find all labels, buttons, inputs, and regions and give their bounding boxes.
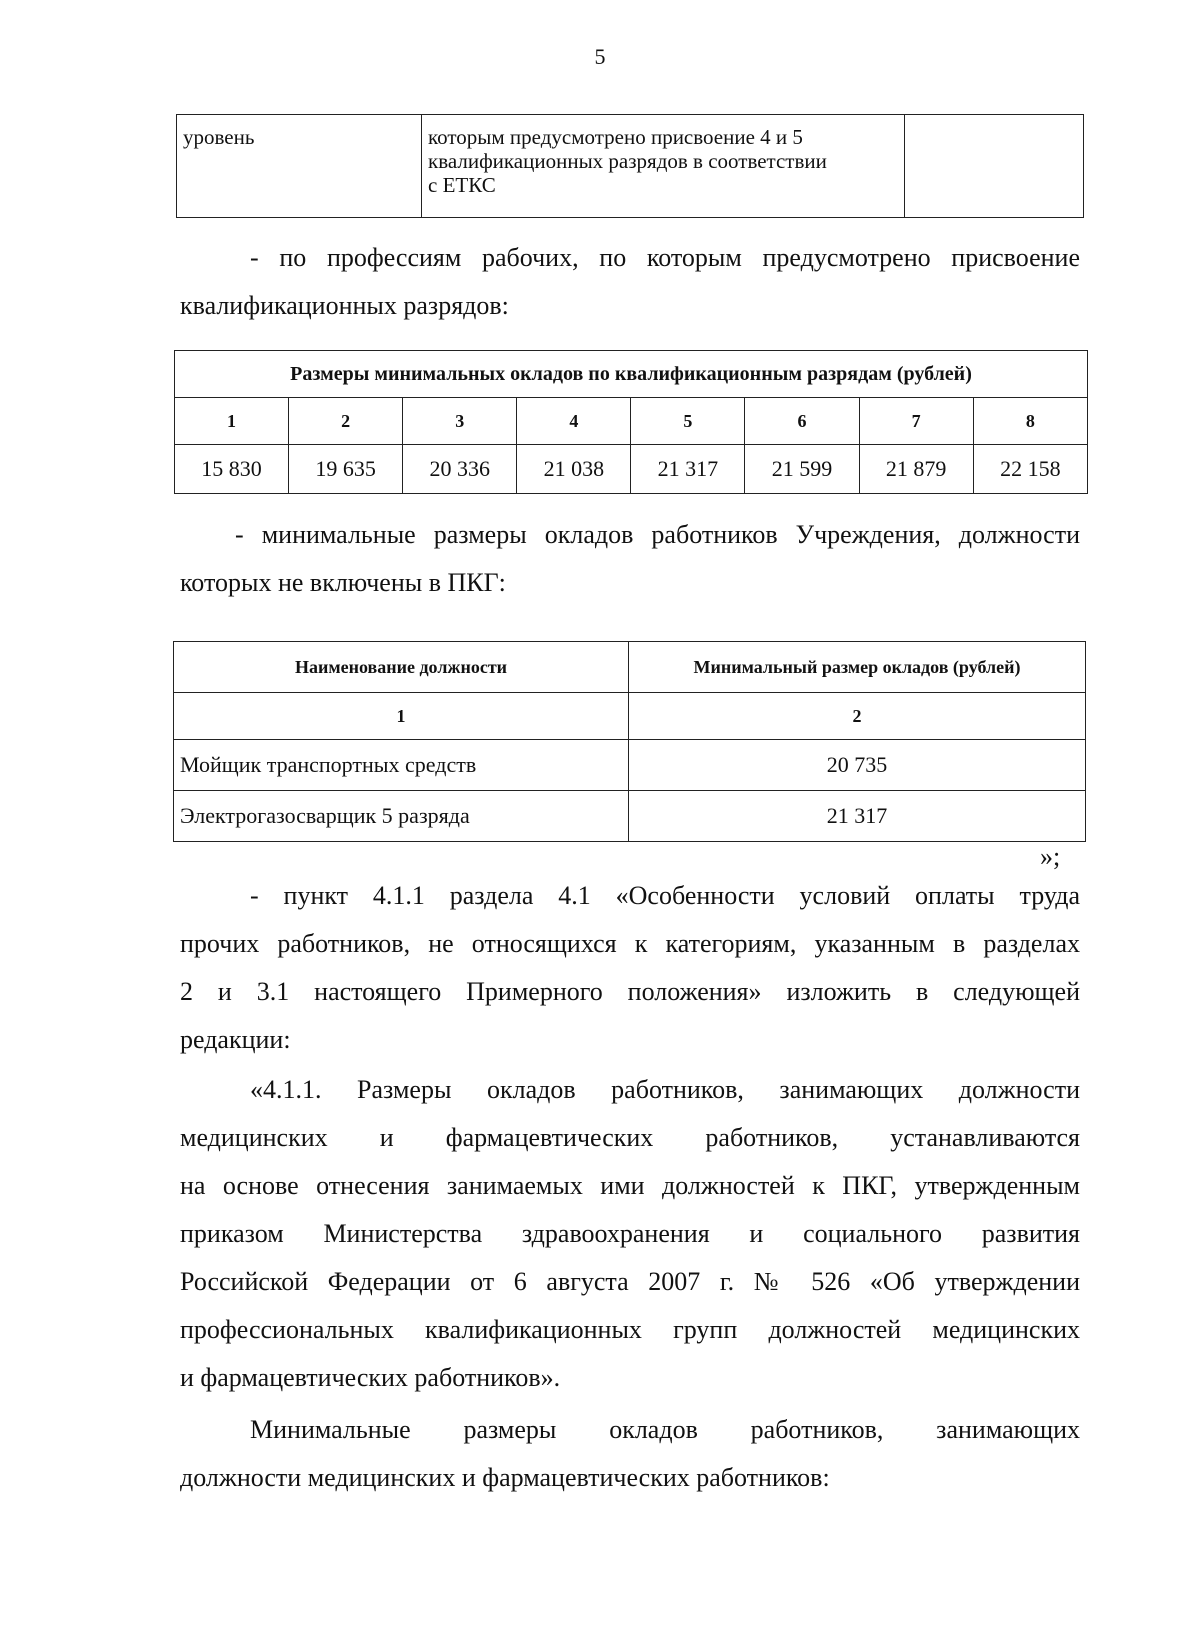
grade-salary-table <box>174 350 1088 494</box>
grade-number: 7 <box>859 398 973 445</box>
paragraph-line: Минимальные размеры окладов работников, занимающих <box>250 1415 1080 1444</box>
paragraph-line: редакции: <box>180 1025 291 1054</box>
empty-salary-cell <box>905 115 1084 218</box>
paragraph-new-wording <box>180 1066 1080 1402</box>
table-row <box>174 791 1086 842</box>
table-header-row <box>175 351 1088 398</box>
grade-salary: 21 038 <box>517 445 631 494</box>
paragraph-line: профессиональных квалификационных групп должностей медицинских <box>180 1315 1080 1344</box>
column-number: 2 <box>629 693 1086 740</box>
grade-salary: 22 158 <box>973 445 1087 494</box>
paragraph-line: на основе отнесения занимаемых ими должностей к ПКГ, утвержденным <box>180 1171 1080 1200</box>
qualification-level-table-fragment <box>176 114 1084 218</box>
grade-salary: 21 599 <box>745 445 859 494</box>
paragraph-line: - по профессиям рабочих, по которым предусмотрено присвоение <box>250 243 1080 272</box>
level-cell: уровень <box>177 115 422 218</box>
position-name: Электрогазосварщик 5 разряда <box>174 791 629 842</box>
position-name-header: Наименование должности <box>174 642 629 693</box>
grade-salary: 15 830 <box>175 445 289 494</box>
position-name: Мойщик транспортных средств <box>174 740 629 791</box>
grade-salary: 20 336 <box>403 445 517 494</box>
grade-salary: 19 635 <box>289 445 403 494</box>
paragraph-line: «4.1.1. Размеры окладов работников, занимающих должности <box>250 1075 1080 1104</box>
paragraph-line: Российской Федерации от 6 августа 2007 г. № 526 «Об утверждении <box>180 1267 1080 1296</box>
paragraph-line: 2 и 3.1 настоящего Примерного положения» изложить в следующей <box>180 977 1080 1006</box>
paragraph-line: - минимальные размеры окладов работников Учреждения, должности <box>235 520 1080 549</box>
paragraph-line: приказом Министерства здравоохранения и социального развития <box>180 1219 1080 1248</box>
paragraph-non-pkg-positions <box>180 511 1080 607</box>
grade-number: 6 <box>745 398 859 445</box>
paragraph-clause-4-1-1 <box>180 872 1080 1064</box>
paragraph-line: и фармацевтических работников». <box>180 1363 561 1392</box>
grade-number: 5 <box>631 398 745 445</box>
column-number: 1 <box>174 693 629 740</box>
description-cell <box>422 115 905 218</box>
paragraph-line: прочих работников, не относящихся к категориям, указанным в разделах <box>180 929 1080 958</box>
paragraph-line: которых не включены в ПКГ: <box>180 568 506 597</box>
paragraph-medical-salaries-intro <box>180 1406 1080 1502</box>
position-salary: 21 317 <box>629 791 1086 842</box>
paragraph-worker-professions <box>180 234 1080 330</box>
paragraph-line: медицинских и фармацевтических работников, устанавливаются <box>180 1123 1080 1152</box>
closing-quote: »; <box>1040 842 1061 871</box>
grade-number: 1 <box>175 398 289 445</box>
page-number: 5 <box>594 44 606 69</box>
grade-salary: 21 317 <box>631 445 745 494</box>
grade-number: 8 <box>973 398 1087 445</box>
description-line: с ЕТКС <box>428 173 496 197</box>
column-number-row <box>174 693 1086 740</box>
grade-number: 3 <box>403 398 517 445</box>
table-header-row <box>174 642 1086 693</box>
paragraph-line: квалификационных разрядов: <box>180 291 509 320</box>
paragraph-line: - пункт 4.1.1 раздела 4.1 «Особенности условий оплаты труда <box>250 881 1080 910</box>
description-line: которым предусмотрено присвоение 4 и 5 <box>428 125 803 149</box>
table-row <box>174 740 1086 791</box>
position-salary: 20 735 <box>629 740 1086 791</box>
positions-salary-table <box>173 641 1086 842</box>
min-salary-header: Минимальный размер окладов (рублей) <box>629 642 1086 693</box>
grade-number: 2 <box>289 398 403 445</box>
description-line: квалификационных разрядов в соответствии <box>428 149 827 173</box>
grade-number: 4 <box>517 398 631 445</box>
grade-number-row <box>175 398 1088 445</box>
table-row <box>177 115 1084 218</box>
grade-table-header: Размеры минимальных окладов по квалификационным разрядам (рублей) <box>175 351 1088 398</box>
grade-salary-row <box>175 445 1088 494</box>
paragraph-line: должности медицинских и фармацевтических работников: <box>180 1463 830 1492</box>
grade-salary: 21 879 <box>859 445 973 494</box>
